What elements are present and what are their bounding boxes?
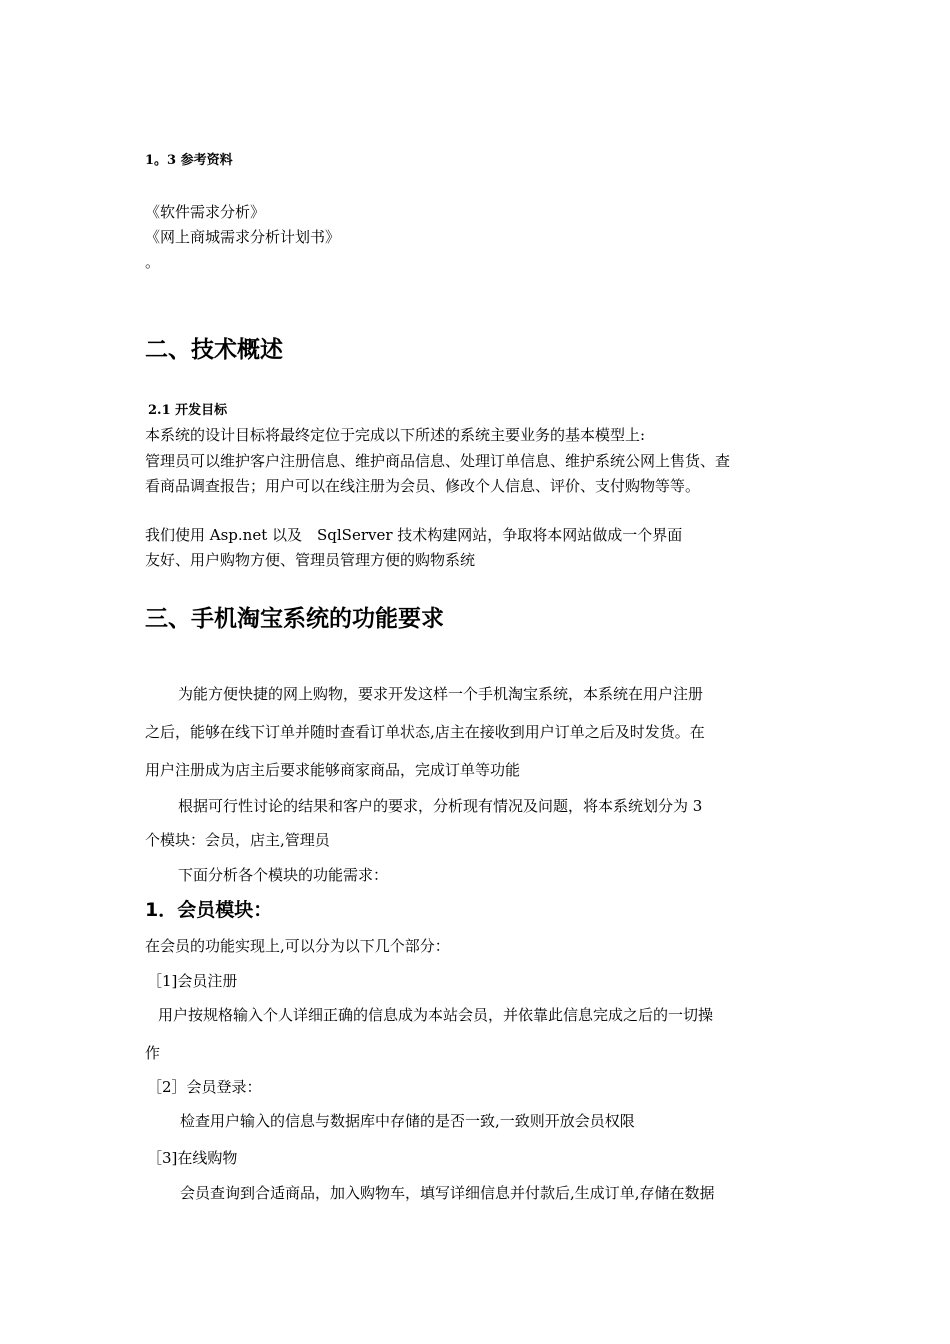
body-line: 友好、用户购物方便、管理员管理方便的购物系统 [145,551,476,569]
reference-item: 《网上商城需求分析计划书》 [145,228,341,246]
body-line: 本系统的设计目标将最终定位于完成以下所述的系统主要业务的基本模型上: [145,426,646,444]
body-line: 管理员可以维护客户注册信息、维护商品信息、处理订单信息、维护系统公网上售货、查 [145,452,731,470]
list-item-desc: 作 [145,1044,161,1062]
body-line: 个模块：会员，店主,管理员 [145,831,330,849]
member-module-heading: 1．会员模块： [145,899,273,921]
list-item-label: ［1]会员注册 [147,972,238,990]
body-line: 看商品调查报告；用户可以在线注册为会员、修改个人信息、评价、支付购物等等。 [145,477,701,495]
section-2-1-heading: 2.1 开发目标 [148,403,228,418]
list-item-label: ［2］会员登录： [147,1078,262,1096]
reference-end-mark: 。 [145,253,161,271]
body-line: 在会员的功能实现上,可以分为以下几个部分： [145,937,450,955]
body-line: 我们使用 Asp.net 以及 SqlServer 技术构建网站，争取将本网站做成一个界面 [145,526,683,544]
list-item-desc: 检查用户输入的信息与数据库中存储的是否一致,一致则开放会员权限 [180,1112,635,1130]
list-item-label: ［3]在线购物 [147,1149,238,1167]
list-item-desc: 用户按规格输入个人详细正确的信息成为本站会员，并依靠此信息完成之后的一切操 [158,1006,714,1024]
section-1-3-heading: 1。3 参考资料 [145,153,233,168]
body-line: 为能方便快捷的网上购物，要求开发这样一个手机淘宝系统，本系统在用户注册 [178,685,704,703]
section-3-heading: 三、手机淘宝系统的功能要求 [145,606,444,632]
body-line: 用户注册成为店主后要求能够商家商品，完成订单等功能 [145,761,521,779]
body-line: 根据可行性讨论的结果和客户的要求，分析现有情况及问题，将本系统划分为 3 [178,797,703,815]
list-item-desc: 会员查询到合适商品，加入购物车，填写详细信息并付款后,生成订单,存储在数据 [180,1184,715,1202]
reference-item: 《软件需求分析》 [145,203,266,221]
section-2-heading: 二、技术概述 [145,337,283,363]
body-line: 之后，能够在线下订单并随时查看订单状态,店主在接收到用户订单之后及时发货。在 [145,723,705,741]
body-line: 下面分析各个模块的功能需求： [178,866,389,884]
